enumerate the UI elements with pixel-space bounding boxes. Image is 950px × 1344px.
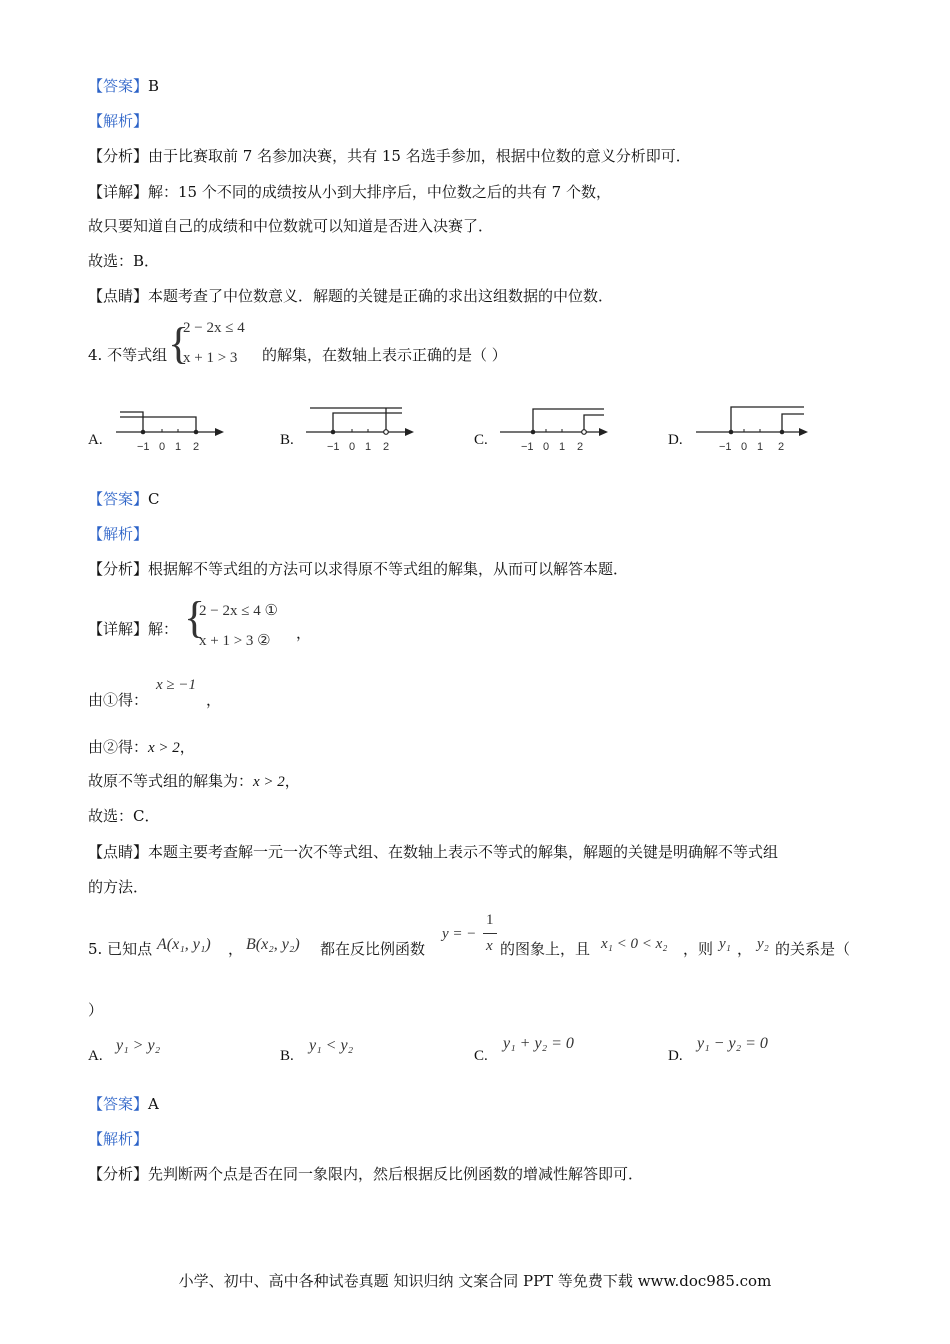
q5-stem-close: ） [88,1001,104,1019]
q5-option-a: y₁ > y₂ [116,1037,161,1054]
q5-jiexi-line [88,1129,148,1149]
tick-label: 0 [741,441,748,453]
q3-xiangjie-line [88,182,611,202]
point-minus1 [729,430,734,435]
step2-line [88,737,195,758]
q5-option-c-label: C. [474,1048,488,1064]
q3-answer-line [88,76,159,96]
ray-segment [162,417,196,432]
answer-value: C [148,490,160,508]
fenxi-tag: 【分析】 [88,1165,149,1183]
ray-right [731,407,804,432]
ray-right [533,409,604,432]
jiexi-tag: 【解析】 [88,112,149,130]
answer-tag: 【答案】 [88,490,149,508]
step2-prefix: 由②得： [88,738,149,756]
tick-label: 1 [365,441,372,453]
q5-option-d-label: D. [668,1048,683,1064]
q5-option-d: y₁ − y₂ = 0 [697,1035,768,1052]
step2-math: x > 2 [148,740,180,756]
fraction-bar [483,933,497,934]
tick-label: −1 [719,441,732,453]
fenxi-text: 先判断两个点是否在同一象限内，然后根据反比例函数的增减性解答即可． [148,1165,644,1183]
q5-fenxi-line [88,1164,643,1184]
fenxi-text: 根据解不等式组的方法可以求得原不等式组的解集，从而可以解答本题． [148,560,629,578]
dianjing-text: 本题主要考查解一元一次不等式组、在数轴上表示不等式的解集，解题的关键是明确解不等式组 [148,843,779,861]
q4-ineq-2: x + 1 > 3 [183,350,238,366]
q4-stem-suffix: 的解集，在数轴上表示正确的是（ ） [262,346,507,364]
option-b-numberline [302,400,422,455]
fenxi-tag: 【分析】 [88,560,149,578]
answer-tag: 【答案】 [88,77,149,95]
fenxi-text: 由于比赛取前 7 名参加决赛，共有 15 名选手参加，根据中位数的意义分析即可． [148,147,691,165]
option-a-numberline [112,400,232,455]
q3-jiexi-line [88,111,148,131]
q4-jiexi-line [88,524,148,544]
q4-dianjing-line [88,842,778,862]
answer-value: A [148,1095,159,1113]
step3-prefix: 故原不等式组的解集为： [88,772,254,790]
q4-brace: { [168,319,190,368]
ray-left [120,412,143,432]
option-d-numberline [692,400,817,455]
q5-point-a: A(x₁, y₁) [157,936,211,953]
fenxi-tag: 【分析】 [88,147,149,165]
tick-label: 2 [577,441,584,453]
func-numerator: 1 [486,912,494,928]
tick-label: 0 [349,441,356,453]
step1-math: x ≥ −1 [156,677,197,693]
jiexi-tag: 【解析】 [88,525,149,543]
sys-ineq-2: x + 1 > 3 ② [199,633,271,649]
tick-label: −1 [521,441,534,453]
option-c-label: C. [474,432,488,448]
q4-fenxi-line [88,559,628,579]
dianjing-tag: 【点睛】 [88,287,149,305]
answer-tag: 【答案】 [88,1095,149,1113]
q5-option-a-label: A. [88,1048,103,1064]
xiangjie-tag: 【详解】 [88,183,149,201]
jiexi-tag: 【解析】 [88,1130,149,1148]
step3-math: x > 2 [253,774,285,790]
dianjing-tag: 【点睛】 [88,843,149,861]
option-a-label: A. [88,432,103,448]
axis-arrow [405,428,414,436]
point-minus1 [531,430,536,435]
q3-choice: 故选：B． [88,252,160,270]
q5-stem-5: 的关系是（ [775,940,851,958]
axis-arrow [215,428,224,436]
step2-suffix: ， [179,738,195,756]
xiangjie-text-2: 故只要知道自己的成绩和中位数就可以知道是否进入决赛了． [88,217,494,235]
q5-point-b: B(x₂, y₂) [246,936,300,953]
dianjing-text: 本题考查了中位数意义．解题的关键是正确的求出这组数据的中位数． [148,287,614,305]
point-2 [780,430,785,435]
q5-stem-3: 的图象上，且 [500,940,591,958]
q5-sep: ， [228,940,244,958]
point-2-open [384,430,389,435]
page-footer: 小学、初中、高中各种试卷真题 知识归纳 文案合同 PPT 等免费下载 www.doc985.com [178,1272,772,1290]
tick-label: 2 [193,441,200,453]
dianjing-text-2: 的方法． [88,878,149,896]
option-c-numberline [496,400,616,455]
point-minus1 [141,430,146,435]
tick-label: −1 [137,441,150,453]
q5-option-b: y₁ < y₂ [309,1037,354,1054]
answer-value: B [148,77,160,95]
option-b-label: B. [280,432,294,448]
q5-option-b-label: B. [280,1048,294,1064]
func-lhs: y = − [442,926,477,942]
tick-label: −1 [327,441,340,453]
q5-option-c: y₁ + y₂ = 0 [503,1035,574,1052]
tick-label: 1 [175,441,182,453]
step1-suffix: ， [206,691,222,709]
q3-fenxi-line [88,146,691,166]
sys-suffix: ， [296,624,312,642]
tick-label: 0 [543,441,550,453]
xiangjie-text: 解：15 个不同的成绩按从小到大排序后，中位数之后的共有 7 个数， [148,183,611,201]
xiangjie-tag: 【详解】 [88,620,149,638]
q3-dianjing-line [88,286,613,306]
func-denominator: x [486,938,493,954]
tick-label: 1 [757,441,764,453]
q5-answer-line [88,1094,159,1114]
step3-suffix: ， [284,772,300,790]
tick-label: 0 [159,441,166,453]
q5-condition: x₁ < 0 < x₂ [601,936,668,952]
sys-ineq-1: 2 − 2x ≤ 4 ① [199,603,278,619]
axis-arrow [599,428,608,436]
tick-label: 2 [778,441,785,453]
q4-xiangjie-line [88,619,178,639]
q4-choice: 故选：C． [88,807,160,825]
xiangjie-prefix: 解： [148,620,179,638]
q5-stem-2: 都在反比例函数 [320,940,426,958]
step1-prefix: 由①得： [88,691,149,709]
q4-stem-prefix: 4. 不等式组 [88,346,168,364]
q4-answer-line [88,489,160,509]
tick-label: 1 [559,441,566,453]
q5-y1: y₁ [719,936,731,952]
sys-brace: { [184,593,206,642]
axis-arrow [799,428,808,436]
q4-ineq-1: 2 − 2x ≤ 4 [183,320,245,336]
q5-stem-4: ，则 [683,940,714,958]
point-2 [194,430,199,435]
q5-y2: y₂ [757,936,769,952]
q5-stem-1: 5. 已知点 [88,940,153,958]
step3-line [88,771,300,792]
point-minus1 [331,430,336,435]
point-2-open [582,430,587,435]
tick-label: 2 [383,441,390,453]
q5-sep-2: ， [737,940,753,958]
option-d-label: D. [668,432,683,448]
